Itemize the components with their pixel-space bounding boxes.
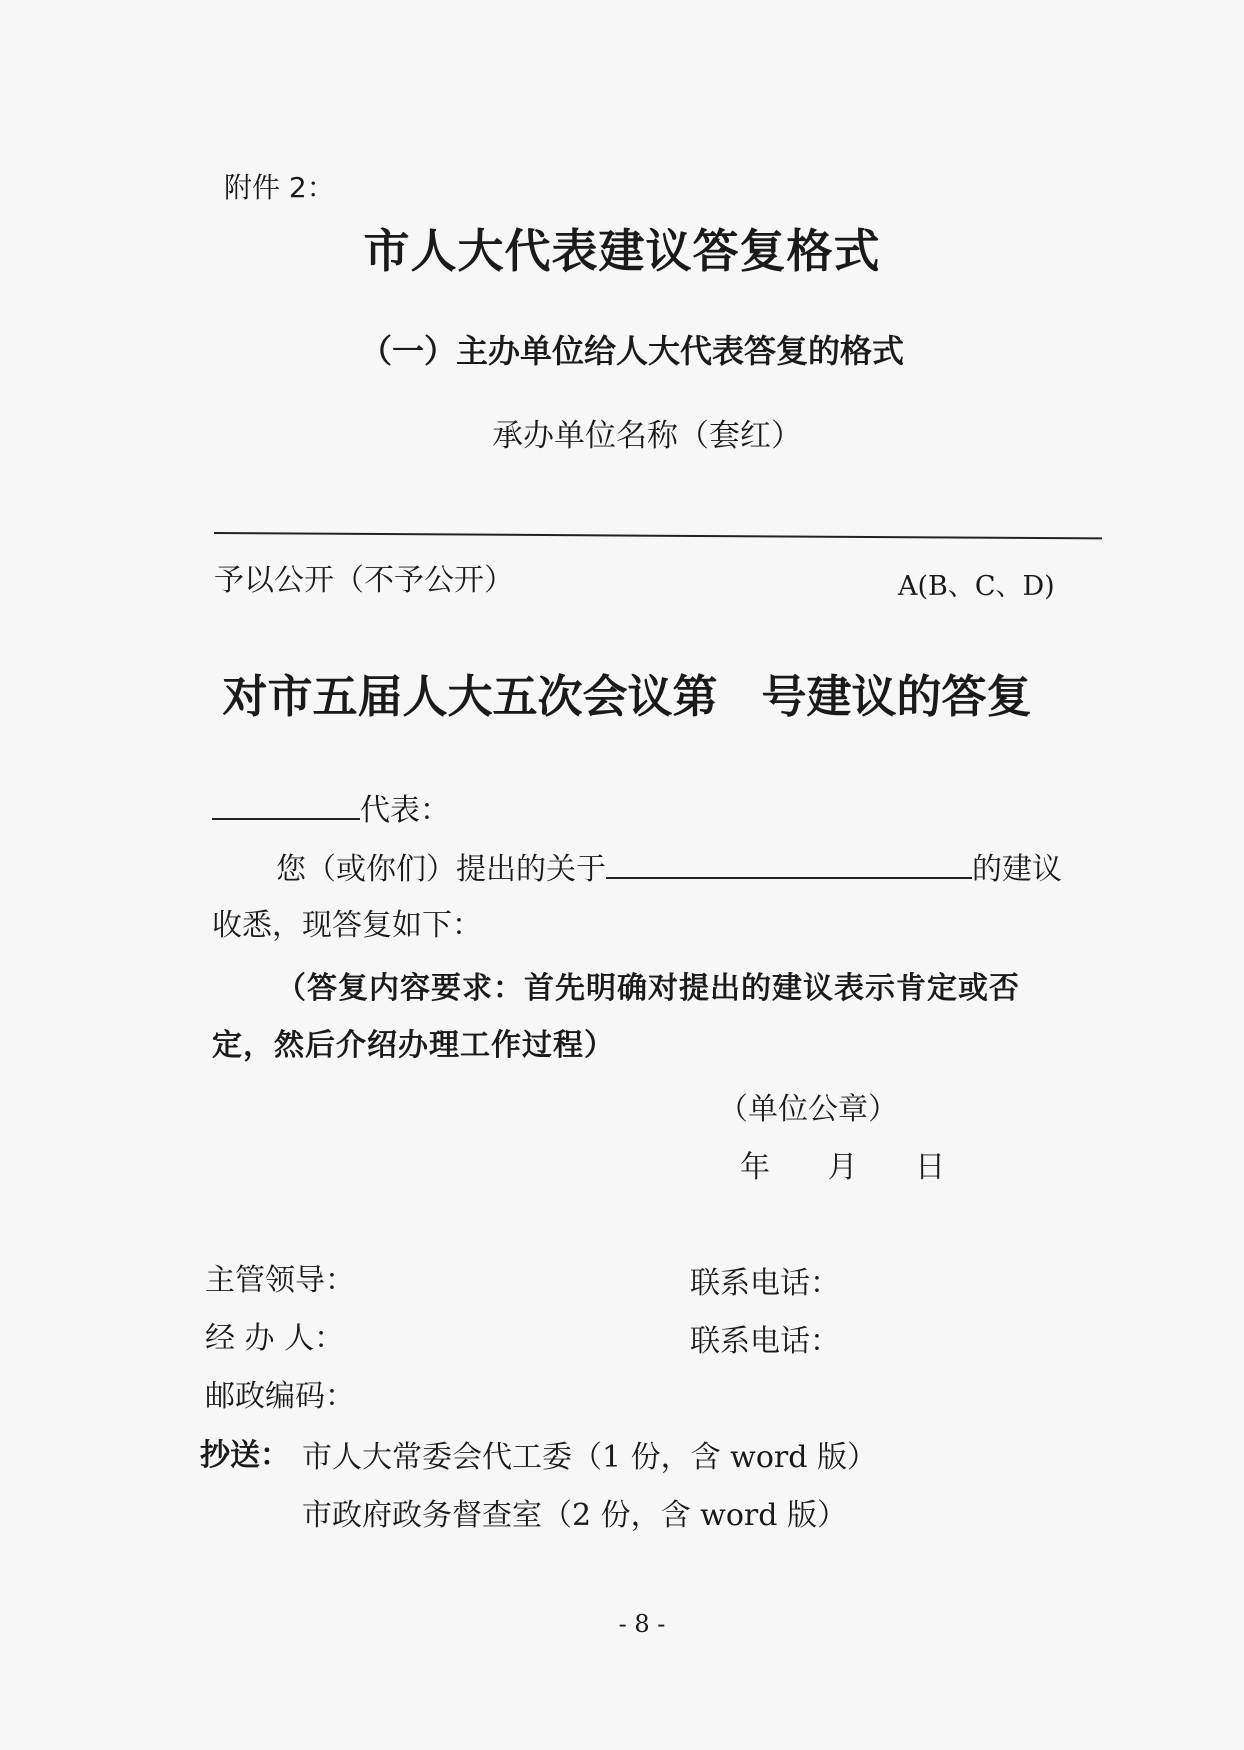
- subject-blank: [606, 851, 972, 879]
- body-line1-prefix: 您（或你们）提出的关于: [276, 852, 606, 887]
- reply-title-part2: 号建议的答复: [761, 670, 1032, 723]
- greeting-suffix: 代表：: [360, 793, 450, 828]
- attachment-label: 附件 2：: [224, 171, 335, 204]
- page-number: - 8 -: [618, 1610, 666, 1638]
- requirement-line-1: （答复内容要求：首先明确对提出的建议表示肯定或否: [276, 971, 1020, 1006]
- representative-blank: [212, 792, 360, 820]
- disclosure-status: 予以公开（不予公开）: [214, 563, 514, 598]
- greeting-line: [212, 785, 450, 829]
- sub-title: （一）主办单位给人大代表答复的格式: [359, 332, 904, 370]
- unit-seal: （单位公章）: [718, 1092, 898, 1127]
- date-line: 年 月 日: [740, 1150, 970, 1185]
- header-divider: [214, 532, 1102, 539]
- category-code: A(B、C、D): [898, 571, 1055, 602]
- postcode-field: 邮政编码：: [205, 1379, 355, 1414]
- cc-recipient-2: 市政府政务督查室（2 份，含 word 版）: [302, 1498, 847, 1533]
- organizer-name: 承办单位名称（套红）: [492, 418, 802, 454]
- body-line1-suffix: 的建议: [972, 852, 1062, 887]
- cc-recipient-1: 市人大常委会代工委（1 份，含 word 版）: [302, 1440, 877, 1475]
- handler-field: 经 办 人：: [205, 1321, 345, 1356]
- phone-field-1: 联系电话：: [690, 1266, 840, 1301]
- cc-label: 抄送：: [200, 1438, 290, 1473]
- requirement-line-2: 定，然后介绍办理工作过程）: [212, 1028, 615, 1063]
- phone-field-2: 联系电话：: [690, 1324, 840, 1359]
- body-line-1: [276, 844, 1062, 888]
- supervisor-field: 主管领导：: [205, 1263, 355, 1298]
- body-line-2: 收悉，现答复如下：: [212, 908, 482, 943]
- reply-title-part1: 对市五届人大五次会议第: [222, 670, 718, 723]
- main-title: 市人大代表建议答复格式: [363, 224, 881, 278]
- reply-title: [0, 660, 1244, 725]
